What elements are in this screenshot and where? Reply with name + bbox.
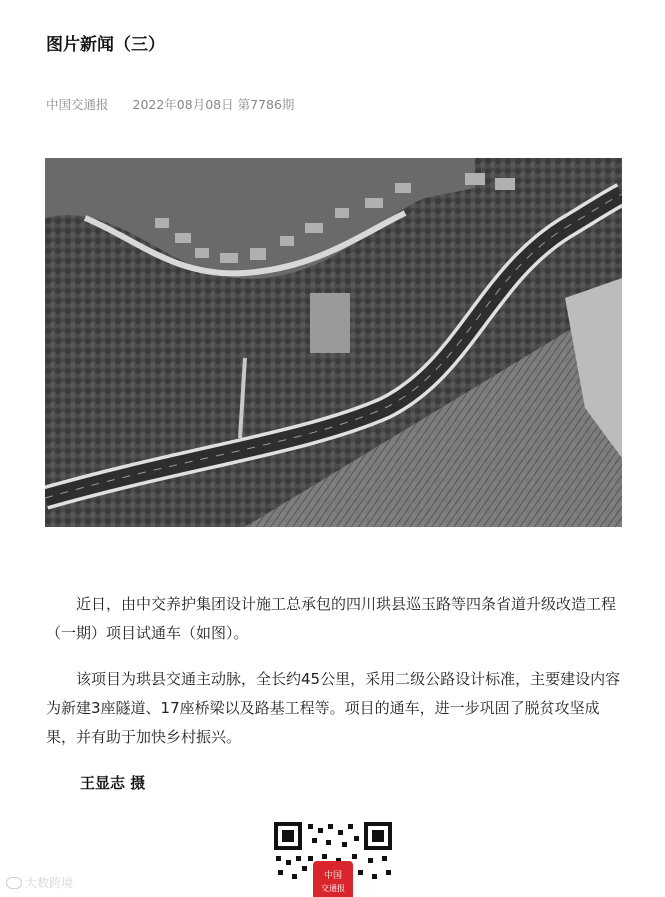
article-page — [24, 0, 642, 897]
watermark — [6, 874, 73, 891]
qr-code[interactable] — [272, 820, 394, 897]
qr-logo-line1: 中国 — [323, 871, 343, 881]
watermark-text: 大数跨境 — [25, 876, 74, 890]
qr-logo-line2: 交通报 — [321, 884, 345, 893]
watermark-logo-icon — [6, 877, 22, 889]
paragraph-2: 该项目为珙县交通主动脉，全长约45公里，采用二级公路设计标准，主要建设内容为新建3座隧道、17座桥梁以及路基工程等。项目的通车，进一步巩固了脱贫攻坚成果，并有助于加快乡村振兴。 — [46, 670, 621, 746]
photo-byline: 王显志 摄 — [80, 774, 146, 792]
article-title: 图片新闻（三） — [46, 35, 165, 55]
paragraph-1: 近日，由中交养护集团设计施工总承包的四川珙县巡玉路等四条省道升级改造工程（一期）项目试通车（如图）。 — [46, 595, 617, 642]
publish-date-issue: 2022年08月08日 第7786期 — [132, 97, 295, 112]
article-photo — [45, 158, 622, 527]
article-meta — [46, 95, 294, 113]
source-link[interactable]: 中国交通报 — [46, 97, 109, 112]
